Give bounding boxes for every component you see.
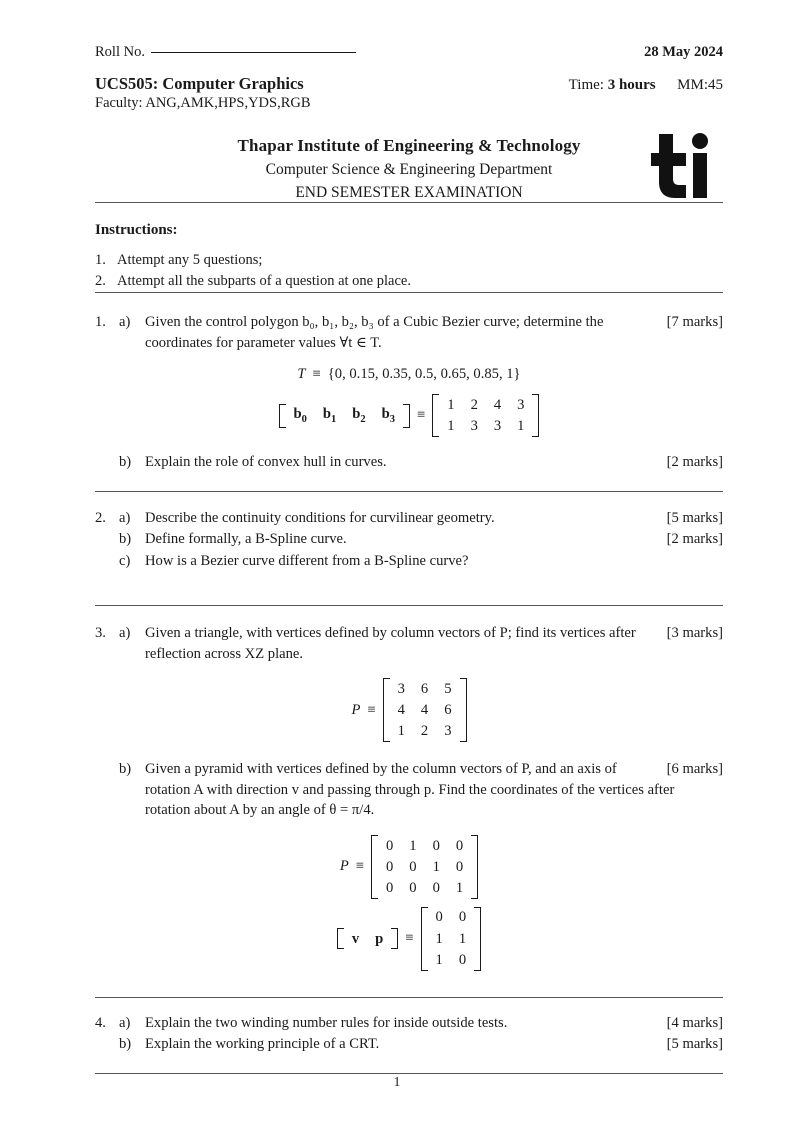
matrix-body (344, 928, 391, 949)
question-body: How is a Bezier curve different from a B-Spline curve? (145, 553, 469, 570)
equiv-sign: ≡ (312, 366, 321, 383)
question-text (145, 508, 723, 529)
part-label: a) (119, 509, 131, 526)
t-values: {0, 0.15, 0.35, 0.5, 0.65, 0.85, 1} (327, 366, 521, 383)
question-text (145, 529, 723, 550)
matrix-cell: 1 (447, 418, 455, 435)
instructions-list (95, 250, 723, 292)
p-symbol: P (351, 701, 361, 718)
equiv-sign: ≡ (367, 701, 376, 718)
list-item (95, 250, 723, 271)
matrix-cell: 1 (435, 930, 443, 947)
part-label: b) (119, 1036, 132, 1053)
matrix-cell: 3 (470, 418, 478, 435)
exam-date: 28 May 2024 (644, 44, 723, 60)
question-body: Define formally, a B-Spline curve. (145, 531, 347, 548)
equiv-sign: ≡ (417, 407, 426, 424)
matrix-cell: 2 (420, 723, 429, 740)
roll-no-and-date-row (95, 44, 723, 61)
question-text (145, 452, 723, 473)
matrix-cell: 0 (432, 837, 440, 854)
bracket-left (432, 394, 439, 436)
matrix-cell: 5 (444, 680, 452, 697)
instructions-heading: Instructions: (95, 222, 178, 238)
matrix-vp (421, 907, 482, 971)
instruction-number: 2. (95, 273, 106, 290)
bracket-left (337, 928, 344, 949)
matrix-cell: 0 (385, 837, 394, 854)
institute-name: Thapar Institute of Engineering & Technology (237, 136, 581, 155)
time-label: Time: (568, 77, 604, 93)
matrix-cell: 0 (409, 858, 417, 875)
matrix-cell: 3 (444, 723, 452, 740)
matrix-body (286, 404, 404, 428)
question-3b-matrix-vp (95, 907, 723, 971)
divider-q1 (95, 491, 723, 492)
marks-badge: [3 marks] (666, 624, 723, 641)
matrix-row (428, 907, 475, 928)
equiv-sign: ≡ (355, 858, 364, 875)
part-label: a) (119, 1014, 131, 1031)
part-label: c) (119, 553, 131, 570)
bracket-right (460, 678, 467, 742)
divider-header (95, 202, 723, 203)
p-symbol: P (339, 858, 349, 875)
part-label: b) (119, 531, 132, 548)
matrix-row (378, 835, 471, 856)
matrix-cell: p (375, 930, 384, 947)
matrix-row (390, 678, 460, 699)
matrix-cell: 0 (458, 909, 467, 926)
question-1-part-a (95, 312, 723, 353)
instruction-number: 1. (95, 252, 106, 268)
matrix-cell: $b_2$ (352, 406, 366, 426)
question-3b-matrix-p (95, 835, 723, 899)
matrix-cell: 6 (420, 680, 429, 697)
divider-q2 (95, 605, 723, 606)
matrix-cell: 4 (397, 701, 405, 718)
matrix-row (439, 416, 532, 437)
part-label: b) (119, 453, 132, 470)
matrix-cell: 0 (435, 909, 443, 926)
faculty-line: Faculty: ANG,AMK,HPS,YDS,RGB (95, 95, 311, 111)
roll-no-field (95, 44, 356, 61)
question-body: Describe the continuity conditions for curvilinear geometry. (145, 509, 495, 526)
question-text (145, 551, 723, 572)
bracket-right (391, 928, 398, 949)
matrix-body (439, 394, 532, 436)
control-point-vector (279, 404, 411, 428)
matrix-cell: 1 (435, 951, 443, 968)
matrix-row (390, 699, 460, 720)
matrix-cell: 3 (517, 396, 525, 413)
matrix-row (428, 928, 475, 949)
matrix-cell: 3 (493, 418, 502, 435)
equiv-sign: ≡ (405, 930, 414, 947)
max-marks: MM:45 (677, 77, 723, 93)
part-label: a) (119, 314, 131, 331)
question-text (145, 1013, 723, 1034)
question-4-part-a (95, 1013, 723, 1034)
time-value: 3 hours (607, 77, 656, 93)
matrix-row (439, 394, 532, 415)
exam-paper-page (95, 44, 723, 1074)
matrix-cell: 0 (432, 880, 440, 897)
bracket-left (371, 835, 378, 899)
question-text (145, 759, 723, 821)
question-body: Explain the role of convex hull in curves. (145, 453, 387, 470)
matrix-row (286, 404, 404, 428)
roll-no-label: Roll No. (95, 44, 145, 60)
question-2-part-a (95, 508, 723, 529)
question-1-t-set (95, 366, 723, 383)
marks-badge: [7 marks] (666, 314, 723, 331)
institute-header (95, 136, 723, 202)
divider-q3 (95, 997, 723, 998)
bracket-right (474, 907, 481, 971)
marks-badge: [5 marks] (666, 1036, 723, 1053)
marks-badge: [4 marks] (666, 1014, 723, 1031)
bracket-right (471, 835, 478, 899)
marks-badge: [6 marks] (666, 760, 723, 777)
question-1-control-matrix (95, 394, 723, 436)
matrix-cell: 2 (470, 396, 478, 413)
vector-vp-label (337, 928, 398, 949)
matrix-row (428, 949, 475, 970)
question-body: Given the control polygon b₀, b₁, b₂, b₃ of a Cubic Bezier curve; determine the coordinates for parameter values ∀t ∈ T. (145, 314, 604, 351)
exam-type: END SEMESTER EXAMINATION (295, 184, 523, 201)
question-4-part-b (95, 1034, 723, 1055)
matrix-row (378, 878, 471, 899)
matrix-cell: $b_1$ (322, 406, 337, 426)
course-and-time-row (95, 74, 723, 94)
roll-no-blank-line (151, 52, 356, 53)
equation-t-set (297, 366, 520, 383)
thapar-ti-logo-icon (649, 132, 713, 198)
department-name: Computer Science & Engineering Department (265, 161, 553, 178)
matrix-row (378, 856, 471, 877)
question-2-part-c (95, 551, 723, 572)
matrix-cell: 4 (493, 396, 502, 413)
matrix-cell: 6 (444, 701, 452, 718)
course-title: UCS505: Computer Graphics (95, 74, 304, 93)
question-3a-matrix (95, 678, 723, 742)
time-and-marks (569, 77, 723, 94)
matrix-cell: 0 (385, 858, 394, 875)
marks-badge: [2 marks] (666, 531, 723, 548)
instruction-text: Attempt any 5 questions; (117, 252, 263, 268)
list-item (95, 271, 723, 292)
matrix-p (383, 678, 467, 742)
matrix-cell: 0 (455, 858, 464, 875)
matrix-cell: 0 (455, 837, 464, 854)
part-label: a) (119, 624, 131, 641)
matrix-cell: 4 (420, 701, 429, 718)
question-2-part-b (95, 529, 723, 550)
question-number: 4. (95, 1014, 106, 1031)
matrix-cell: 0 (458, 951, 467, 968)
matrix-body (390, 678, 460, 742)
equation-p-pyramid (340, 835, 478, 899)
question-text (145, 623, 723, 664)
matrix-p-homogeneous (371, 835, 478, 899)
question-body: Explain the two winding number rules for inside outside tests. (145, 1014, 508, 1031)
question-body: Given a pyramid with vertices defined by the column vectors of P, and an axis of rotation A with direction v and passing through p. Find the coordinates of the vertices after rotation about A by an angle of θ = π/4. (145, 760, 675, 819)
bracket-left (383, 678, 390, 742)
question-text (145, 1034, 723, 1055)
t-symbol: T (297, 366, 306, 383)
question-1-part-b (95, 452, 723, 473)
marks-badge: [5 marks] (666, 509, 723, 526)
divider-instructions (95, 292, 723, 293)
question-3 (95, 623, 723, 971)
bracket-left (421, 907, 428, 971)
matrix-row (390, 721, 460, 742)
matrix-cell: 0 (385, 880, 394, 897)
matrix-cell: 1 (458, 930, 467, 947)
bracket-right (403, 404, 410, 428)
question-2 (95, 508, 723, 572)
matrix-body (378, 835, 471, 899)
matrix-cell: 1 (517, 418, 525, 435)
question-text (145, 312, 723, 353)
matrix-body (428, 907, 475, 971)
matrix-cell: $b_3$ (381, 406, 396, 426)
question-3-part-a (95, 623, 723, 664)
matrix-cell: $b_0$ (293, 406, 307, 426)
matrix-cell: 3 (397, 680, 405, 697)
instruction-text: Attempt all the subparts of a question at one place. (117, 273, 411, 290)
equation-v-p (337, 907, 481, 971)
equation-control-points (279, 394, 540, 436)
control-point-matrix (432, 394, 539, 436)
question-number: 2. (95, 509, 106, 526)
bracket-right (532, 394, 539, 436)
matrix-cell: v (351, 930, 360, 947)
question-number: 3. (95, 624, 106, 641)
question-4 (95, 1013, 723, 1055)
matrix-cell: 1 (455, 880, 464, 897)
part-label: b) (119, 760, 132, 777)
matrix-cell: 0 (409, 880, 417, 897)
matrix-cell: 1 (432, 858, 440, 875)
question-3-part-b (95, 759, 723, 821)
question-body: Explain the working principle of a CRT. (145, 1036, 380, 1053)
question-number: 1. (95, 314, 106, 331)
question-body: Given a triangle, with vertices defined by column vectors of P; find its vertices after reflection across XZ plane. (145, 624, 636, 662)
matrix-cell: 1 (447, 396, 455, 413)
matrix-cell: 1 (409, 837, 417, 854)
marks-badge: [2 marks] (666, 453, 723, 470)
question-1 (95, 312, 723, 473)
matrix-cell: 1 (397, 723, 405, 740)
bracket-left (279, 404, 286, 428)
matrix-row (344, 928, 391, 949)
equation-p-triangle (351, 678, 466, 742)
page-number: 1 (393, 1074, 401, 1089)
